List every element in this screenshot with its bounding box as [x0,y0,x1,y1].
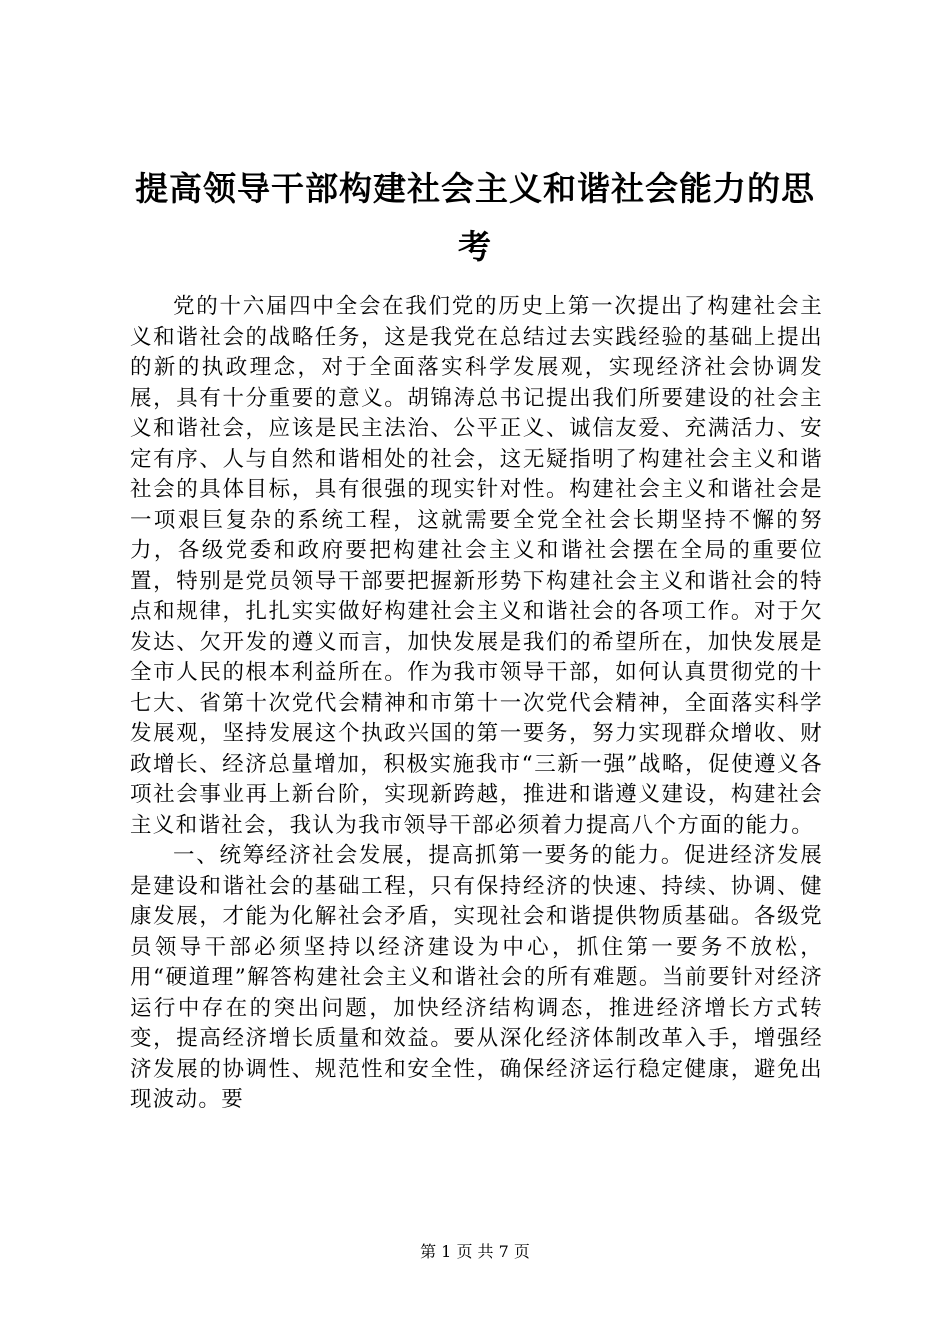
page-footer: 第 1 页 共 7 页 [420,1242,530,1261]
paragraph-section-one: 一、统筹经济社会发展，提高抓第一要务的能力。促进经济发展是建设和谐社会的基础工程，只有保持经济的快速、持续、协调、健康发展，才能为化解社会矛盾，实现社会和谐提供物质基础。各级党员领导干部必须坚持以经济建设为中心，抓住第一要务不放松，用“硬道理”解答构建社会主义和谐社会的所有难题。当前要针对经济运行中存在的突出问题，加快经济结构调态，推进经济增长方式转变，提高经济增长质量和效益。要从深化经济体制改革入手，增强经济发展的协调性、规范性和安全性，确保经济运行稳定健康，避免出现波动。要 [130,843,823,1112]
document-title: 提高领导干部构建社会主义和谐社会能力的思考 [135,169,815,266]
document-body [130,292,823,1116]
paragraph-intro: 党的十六届四中全会在我们党的历史上第一次提出了构建社会主义和谐社会的战略任务，这是我党在总结过去实践经验的基础上提出的新的执政理念，对于全面落实科学发展观，实现经济社会协调发展，具有十分重要的意义。胡锦涛总书记提出我们所要建设的社会主义和谐社会，应该是民主法治、公平正义、诚信友爱、充满活力、安定有序、人与自然和谐相处的社会，这无疑指明了构建社会主义和谐社会的具体目标，具有很强的现实针对性。构建社会主义和谐社会是一项艰巨复杂的系统工程，这就需要全党全社会长期坚持不懈的努力，各级党委和政府要把构建社会主义和谐社会摆在全局的重要位置，特别是党员领导干部要把握新形势下构建社会主义和谐社会的特点和规律，扎扎实实做好构建社会主义和谐社会的各项工作。对于欠发达、欠开发的遵义而言，加快发展是我们的希望所在，加快发展是全市人民的根本利益所在。作为我市领导干部，如何认真贯彻党的十七大、省第十次党代会精神和市第十一次党代会精神，全面落实科学发展观，坚持发展这个执政兴国的第一要务，努力实现群众增收、财政增长、经济总量增加，积极实施我市“三新一强”战略，促使遵义各项社会事业再上新台阶，实现新跨越，推进和谐遵义建设，构建社会主义和谐社会，我认为我市领导干部必须着力提高八个方面的能力。 [130,294,823,838]
